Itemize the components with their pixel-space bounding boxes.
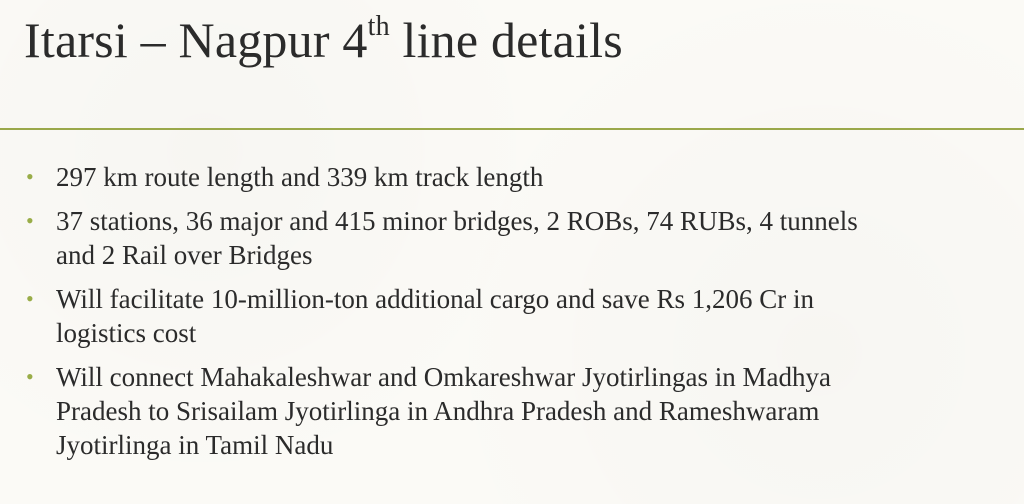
bullet-text: Will facilitate 10-million-ton additional cargo and save Rs 1,206 Cr in logistics cost — [56, 284, 815, 348]
bullet-text: 37 stations, 36 major and 415 minor bridges, 2 ROBs, 74 RUBs, 4 tunnels and 2 Rail over Bridges — [56, 206, 858, 270]
title-divider — [0, 128, 1024, 130]
bullet-text: 297 km route length and 339 km track length — [56, 162, 544, 192]
bullet-icon: • — [26, 164, 34, 189]
title-main: Itarsi – Nagpur 4 — [24, 12, 368, 68]
list-item — [26, 282, 1014, 350]
list-item — [26, 160, 1014, 194]
bullet-text: Will connect Mahakaleshwar and Omkareshwar Jyotirlingas in Madhya Pradesh to Srisailam Jyotirlinga in Andhra Pradesh and Rameshwaram Jyotirlinga in Tamil Nadu — [56, 362, 831, 460]
title-superscript: th — [367, 11, 390, 42]
page-title — [24, 10, 623, 70]
bullet-list — [26, 160, 1014, 472]
title-end: line details — [389, 12, 623, 68]
bullet-icon: • — [26, 364, 34, 389]
bullet-icon: • — [26, 286, 34, 311]
bullet-icon: • — [26, 208, 34, 233]
list-item — [26, 360, 1014, 462]
list-item — [26, 204, 1014, 272]
